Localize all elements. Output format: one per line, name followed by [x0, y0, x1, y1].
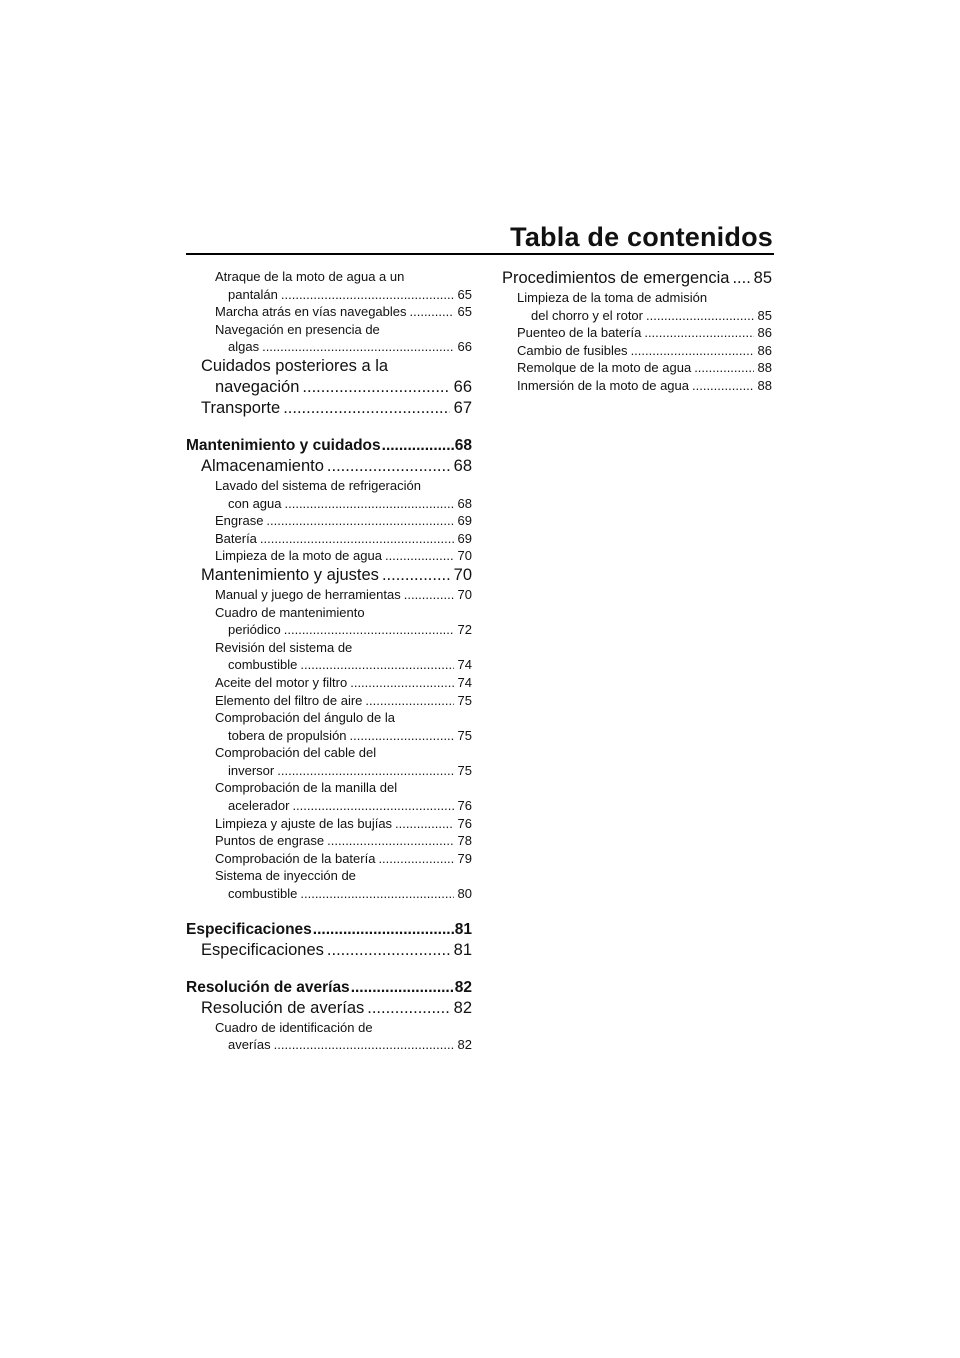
- toc-leader-dots: [281, 286, 454, 304]
- toc-leader-dots: [382, 565, 450, 586]
- toc-entry-text: Cuadro de identificación de: [215, 1019, 373, 1035]
- toc-page-number: 79: [457, 850, 472, 866]
- toc-subsection[interactable]: [186, 530, 472, 548]
- toc-leader-dots: [365, 692, 453, 710]
- toc-leader-dots: [692, 377, 754, 395]
- toc-entry-text: Resolución de averías: [201, 998, 365, 1017]
- toc-page-number: 81: [454, 920, 472, 938]
- toc-leader-dots: [644, 324, 753, 342]
- toc-page-number: 68: [453, 456, 472, 475]
- toc-entry-text: pantalán: [228, 286, 278, 302]
- toc-entry-text: navegación: [215, 377, 300, 396]
- toc-section[interactable]: [502, 268, 772, 289]
- toc-leader-dots: [646, 307, 754, 325]
- toc-leader-dots: [284, 621, 454, 639]
- toc-subsection[interactable]: [502, 289, 772, 324]
- toc-chapter[interactable]: [186, 920, 472, 940]
- toc-entry-text: Marcha atrás en vías navegables: [215, 304, 407, 320]
- toc-page-number: 88: [757, 360, 772, 376]
- toc-leader-dots: [694, 359, 753, 377]
- toc-entry-text: Comprobación de la manilla del: [215, 780, 398, 796]
- toc-entry-text: Transporte: [201, 398, 281, 417]
- toc-entry-text: Puntos de engrase: [215, 833, 325, 849]
- toc-entry-text: Limpieza de la moto de agua: [215, 548, 382, 564]
- toc-section[interactable]: [186, 398, 472, 419]
- toc-entry-text: Especificaciones: [201, 940, 324, 959]
- toc-leader-dots: [410, 303, 454, 321]
- toc-page-number: 66: [457, 339, 472, 355]
- toc-entry-text: Especificaciones: [186, 920, 312, 938]
- toc-entry-text: Cuadro de mantenimiento: [215, 604, 365, 620]
- toc-subsection[interactable]: [186, 709, 472, 744]
- toc-entry-text: Atraque de la moto de agua a un: [215, 269, 405, 284]
- toc-entry-text: Mantenimiento y cuidados: [186, 436, 381, 454]
- toc-chapter[interactable]: [186, 978, 472, 998]
- toc-page-number: 68: [454, 436, 472, 454]
- toc-subsection[interactable]: [186, 779, 472, 814]
- toc-page-number: 70: [453, 565, 472, 584]
- toc-page-number: 72: [457, 622, 472, 638]
- toc-entry-text: combustible: [228, 657, 298, 673]
- toc-subsection[interactable]: [186, 639, 472, 674]
- toc-entry-text: Almacenamiento: [201, 456, 324, 475]
- toc-leader-dots: [395, 815, 453, 833]
- toc-subsection[interactable]: [186, 1019, 472, 1054]
- toc-entry-text: Inmersión de la moto de agua: [517, 377, 689, 393]
- toc-entry-text: Cuidados posteriores a la: [201, 356, 389, 375]
- toc-subsection[interactable]: [186, 832, 472, 850]
- toc-page-number: 75: [457, 727, 472, 743]
- toc-subsection[interactable]: [502, 342, 772, 360]
- toc-subsection[interactable]: [502, 377, 772, 395]
- toc-entry-text: Limpieza de la toma de admisión: [517, 290, 708, 305]
- toc-leader-dots: [283, 398, 449, 419]
- toc-entry-text: Navegación en presencia de: [215, 321, 380, 337]
- toc-entry-text: Limpieza y ajuste de las bujías: [215, 815, 393, 831]
- toc-subsection[interactable]: [186, 547, 472, 565]
- toc-leader-dots: [327, 456, 450, 477]
- toc-leader-dots: [378, 850, 453, 868]
- toc-chapter[interactable]: [186, 436, 472, 456]
- toc-subsection[interactable]: [186, 744, 472, 779]
- toc-leader-dots: [367, 998, 449, 1019]
- toc-page-number: 74: [457, 674, 472, 690]
- toc-page-number: 70: [457, 548, 472, 564]
- toc-entry-text: Elemento del filtro de aire: [215, 692, 363, 708]
- toc-subsection[interactable]: [502, 359, 772, 377]
- toc-leader-dots: [631, 342, 754, 360]
- toc-leader-dots: [350, 674, 453, 692]
- toc-entry-text: Lavado del sistema de refrigeración: [215, 477, 421, 493]
- toc-entry-text: Comprobación del ángulo de la: [215, 710, 395, 726]
- toc-entry-text: Procedimientos de emergencia: [502, 269, 730, 287]
- toc-leader-dots: [277, 762, 453, 780]
- toc-page-number: 66: [453, 377, 472, 396]
- toc-page-number: 76: [457, 798, 472, 814]
- toc-leader-dots: [274, 1036, 454, 1054]
- toc-entry-text: Comprobación de la batería: [215, 850, 376, 866]
- toc-entry-text: Cambio de fusibles: [517, 342, 628, 358]
- toc-entry-text: del chorro y el rotor: [531, 307, 643, 323]
- toc-leader-dots: [292, 797, 453, 815]
- toc-subsection[interactable]: [502, 324, 772, 342]
- toc-page-number: 86: [757, 342, 772, 358]
- toc-page-number: 88: [757, 377, 772, 393]
- toc-right-column: [502, 268, 772, 395]
- toc-entry-text: acelerador: [228, 798, 290, 814]
- toc-entry-text: averías: [228, 1037, 271, 1053]
- toc-leader-dots: [262, 338, 453, 356]
- toc-page-number: 65: [457, 286, 472, 302]
- toc-leader-dots: [327, 832, 453, 850]
- toc-page-number: 75: [457, 762, 472, 778]
- toc-page-number: 74: [457, 657, 472, 673]
- toc-subsection[interactable]: [186, 674, 472, 692]
- toc-page-number: 85: [753, 269, 772, 287]
- toc-leader-dots: [313, 920, 454, 940]
- toc-entry-text: Comprobación del cable del: [215, 745, 377, 761]
- toc-entry-text: algas: [228, 339, 260, 355]
- toc-page-number: 82: [454, 978, 472, 996]
- toc-leader-dots: [351, 978, 454, 998]
- page-title: Tabla de contenidos: [510, 222, 773, 252]
- toc-page-number: 69: [457, 530, 472, 546]
- toc-subsection[interactable]: [186, 321, 472, 356]
- toc-section[interactable]: [186, 565, 472, 586]
- toc-leader-dots: [300, 656, 453, 674]
- toc-entry-text: Aceite del motor y filtro: [215, 674, 348, 690]
- toc-subsection[interactable]: [186, 815, 472, 833]
- toc-page-number: 80: [457, 886, 472, 902]
- toc-page-number: 75: [457, 692, 472, 708]
- toc-subsection[interactable]: [186, 477, 472, 512]
- toc-page-number: 82: [457, 1037, 472, 1053]
- toc-page-number: 65: [457, 304, 472, 320]
- toc-entry-text: Puenteo de la batería: [517, 325, 642, 341]
- toc-subsection[interactable]: [186, 586, 472, 604]
- toc-entry-text: Batería: [215, 530, 257, 546]
- toc-subsection[interactable]: [186, 604, 472, 639]
- toc-leader-dots: [260, 530, 454, 548]
- toc-page-number: 68: [457, 495, 472, 511]
- toc-subsection[interactable]: [186, 268, 472, 303]
- toc-subsection[interactable]: [186, 867, 472, 902]
- toc-page-number: 69: [457, 513, 472, 529]
- toc-entry-text: Manual y juego de herramientas: [215, 586, 401, 602]
- toc-entry-text: Remolque de la moto de agua: [517, 360, 692, 376]
- title-rule: [186, 253, 774, 255]
- toc-entry-text: inversor: [228, 762, 275, 778]
- toc-entry-text: con agua: [228, 495, 282, 511]
- toc-entry-text: periódico: [228, 622, 281, 638]
- toc-leader-dots: [382, 436, 454, 456]
- toc-leader-dots: [300, 885, 453, 903]
- toc-leader-dots: [385, 547, 454, 565]
- toc-section[interactable]: [186, 998, 472, 1019]
- toc-section[interactable]: [186, 456, 472, 477]
- toc-section[interactable]: [186, 940, 472, 961]
- toc-leader-dots: [350, 727, 454, 745]
- toc-entry-text: Engrase: [215, 513, 264, 529]
- toc-page-number: 82: [453, 998, 472, 1017]
- toc-page-number: 67: [453, 398, 472, 417]
- toc-page-number: 81: [453, 940, 472, 959]
- toc-subsection[interactable]: [186, 850, 472, 868]
- toc-entry-text: Revisión del sistema de: [215, 639, 353, 655]
- toc-leader-dots: [302, 377, 449, 398]
- toc-leader-dots: [327, 940, 450, 961]
- toc-entry-text: combustible: [228, 886, 298, 902]
- toc-leader-dots: [404, 586, 454, 604]
- toc-leader-dots: [732, 268, 749, 289]
- toc-subsection[interactable]: [186, 303, 472, 321]
- toc-page-number: 78: [457, 833, 472, 849]
- toc-section[interactable]: [186, 356, 472, 398]
- toc-entry-text: tobera de propulsión: [228, 727, 347, 743]
- toc-leader-dots: [266, 512, 453, 530]
- toc-subsection[interactable]: [186, 512, 472, 530]
- toc-entry-text: Resolución de averías: [186, 978, 350, 996]
- toc-subsection[interactable]: [186, 692, 472, 710]
- toc-entry-text: Sistema de inyección de: [215, 868, 356, 884]
- toc-leader-dots: [285, 495, 454, 513]
- toc-page-number: 86: [757, 325, 772, 341]
- toc-left-column: [186, 268, 472, 1054]
- toc-page-number: 85: [757, 307, 772, 323]
- toc-page-number: 70: [457, 586, 472, 602]
- toc-entry-text: Mantenimiento y ajustes: [201, 565, 379, 584]
- toc-page-number: 76: [457, 815, 472, 831]
